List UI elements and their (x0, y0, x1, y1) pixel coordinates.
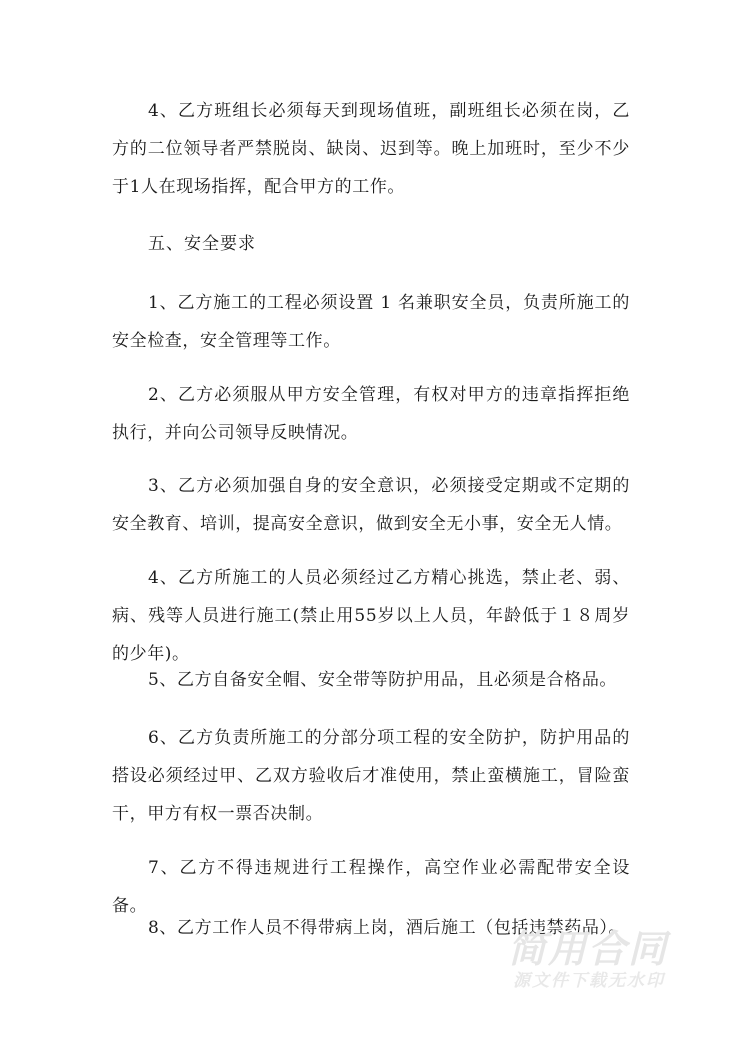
safety-item-8: 8、乙方工作人员不得带病上岗，酒后施工（包括违禁药品）。 (148, 918, 627, 938)
safety-item-1: 1、乙方施工的工程必须设置 1 名兼职安全员，负责所施工的安全检查，安全管理等工作。 (112, 293, 630, 351)
safety-item-5: 5、乙方自备安全帽、安全带等防护用品，且必须是合格品。 (148, 670, 618, 690)
safety-item-2: 2、乙方必须服从甲方安全管理，有权对甲方的违章指挥拒绝执行，并向公司领导反映情况。 (112, 385, 630, 443)
section-heading-safety-requirements: 五、安全要求 (148, 234, 256, 254)
paragraph-team-leader-duty: 4、乙方班组长必须每天到现场值班，副班组长必须在岗，乙方的二位领导者严禁脱岗、缺岗、迟到等。晚上加班时，至少不少于1人在现场指挥，配合甲方的工作。 (112, 101, 630, 197)
watermark-brand: 简用合同 (508, 927, 669, 971)
watermark-tagline: 源文件下载无水印 (513, 971, 665, 991)
safety-item-6: 6、乙方负责所施工的分部分项工程的安全防护，防护用品的搭设必须经过甲、乙双方验收后才准使用，禁止蛮横施工，冒险蛮干，甲方有权一票否决制。 (112, 728, 630, 824)
safety-item-4: 4、乙方所施工的人员必须经过乙方精心挑选，禁止老、弱、病、残等人员进行施工(禁止用55岁以上人员，年龄低于１８周岁的少年)。 (112, 568, 630, 664)
safety-item-7: 7、乙方不得违规进行工程操作，高空作业必需配带安全设备。 (112, 858, 630, 916)
safety-item-3: 3、乙方必须加强自身的安全意识，必须接受定期或不定期的安全教育、培训，提高安全意识，做到安全无小事，安全无人情。 (112, 476, 630, 534)
